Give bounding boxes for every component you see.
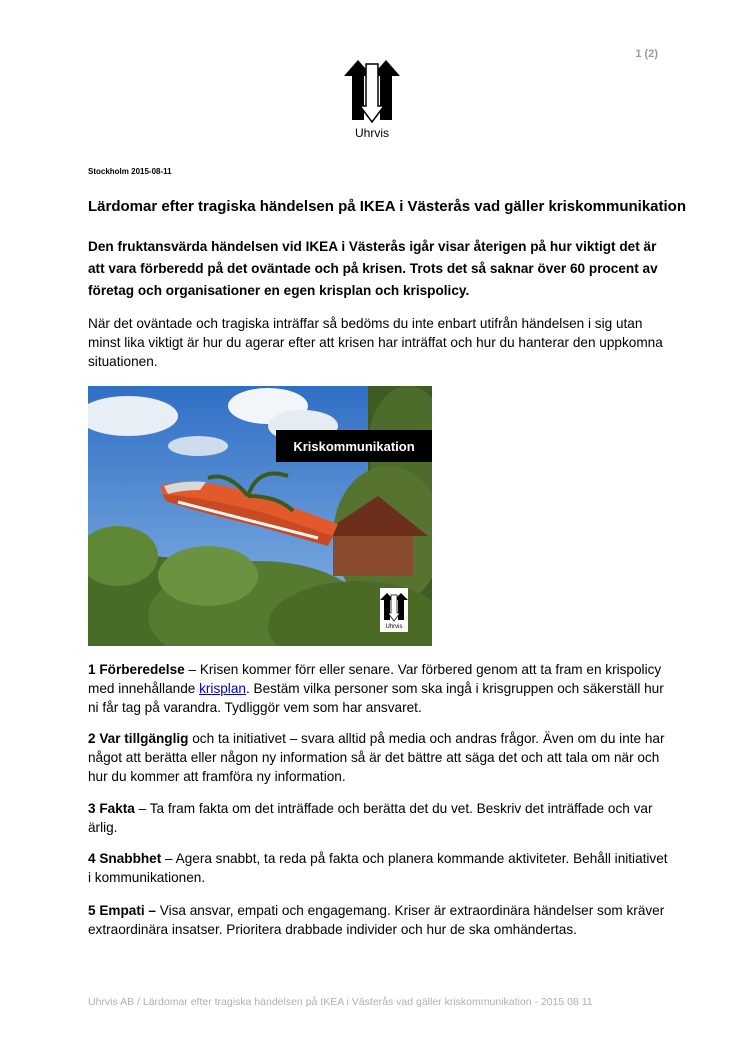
point-heading: 2 Var tillgänglig — [88, 731, 189, 746]
document-date: Stockholm 2015-08-11 — [88, 167, 172, 176]
logo-text: Uhrvis — [354, 126, 389, 140]
point-4 — [88, 849, 668, 887]
arrows-logo-icon — [380, 588, 408, 632]
point-heading: 3 Fakta — [88, 801, 135, 816]
point-text: – Agera snabbt, ta reda på fakta och planera kommande aktiviteter. Behåll initiativet i kommunikationen. — [88, 851, 668, 885]
arrows-logo-icon — [344, 60, 400, 124]
image-logo-text: Uhrvis — [385, 624, 403, 630]
point-text: . Bestäm vilka personer som ska ingå i krisgruppen och säkerställ hur ni får tag på varandra. Tydliggör vem som har ansvaret. — [88, 681, 664, 715]
lead-paragraph: Den fruktansvärda händelsen vid IKEA i Västerås igår visar återigen på hur viktigt det är att vara förberedd på det oväntade och på krisen. Trots det så saknar över 60 procent av företag och organisationer en egen krisplan och krispolicy. — [88, 239, 658, 298]
point-text: – Ta fram fakta om det inträffade och berätta det du vet. Beskriv det inträffade och var ärlig. — [88, 801, 653, 835]
point-text: och ta initiativet – svara alltid på media och andras frågor. Även om du inte har något att berätta eller någon ny information så är det bättre att säga det och att tala om när och hur du kommer att framföra ny information. — [88, 731, 665, 784]
page-number: 1 (2) — [635, 48, 658, 60]
krisplan-link[interactable]: krisplan — [199, 681, 246, 696]
point-1 — [88, 660, 668, 717]
point-heading: 1 Förberedelse — [88, 662, 185, 677]
point-3 — [88, 799, 668, 837]
intro-paragraph: När det oväntade och tragiska inträffar så bedöms du inte enbart utifrån händelsen i sig utan minst lika viktigt är hur du agerar efter att krisen har inträffat och hur du hanterar den uppkomna situationen. — [88, 316, 663, 369]
hero-image — [88, 386, 432, 646]
uhrvis-logo — [344, 60, 400, 142]
point-text: Visa ansvar, empati och engagemang. Kriser är extraordinära händelser som kräver extraordinära insatser. Prioritera drabbade individer och hur de ska omhändertas. — [88, 903, 665, 937]
point-text: – Krisen kommer förr eller senare. Var förbered genom att ta fram en krispolicy med innehållande — [88, 662, 662, 696]
point-2 — [88, 729, 668, 786]
image-logo — [380, 588, 408, 632]
point-heading: 5 Empati – — [88, 903, 156, 918]
point-5 — [88, 901, 668, 939]
image-label: Kriskommunikation — [276, 430, 432, 462]
page-footer: Uhrvis AB / Lärdomar efter tragiska händelsen på IKEA i Västerås vad gäller kriskommunikation - 2015 08 11 — [88, 996, 593, 1008]
point-heading: 4 Snabbhet — [88, 851, 162, 866]
document-title: Lärdomar efter tragiska händelsen på IKEA i Västerås vad gäller kriskommunikation — [88, 198, 686, 215]
